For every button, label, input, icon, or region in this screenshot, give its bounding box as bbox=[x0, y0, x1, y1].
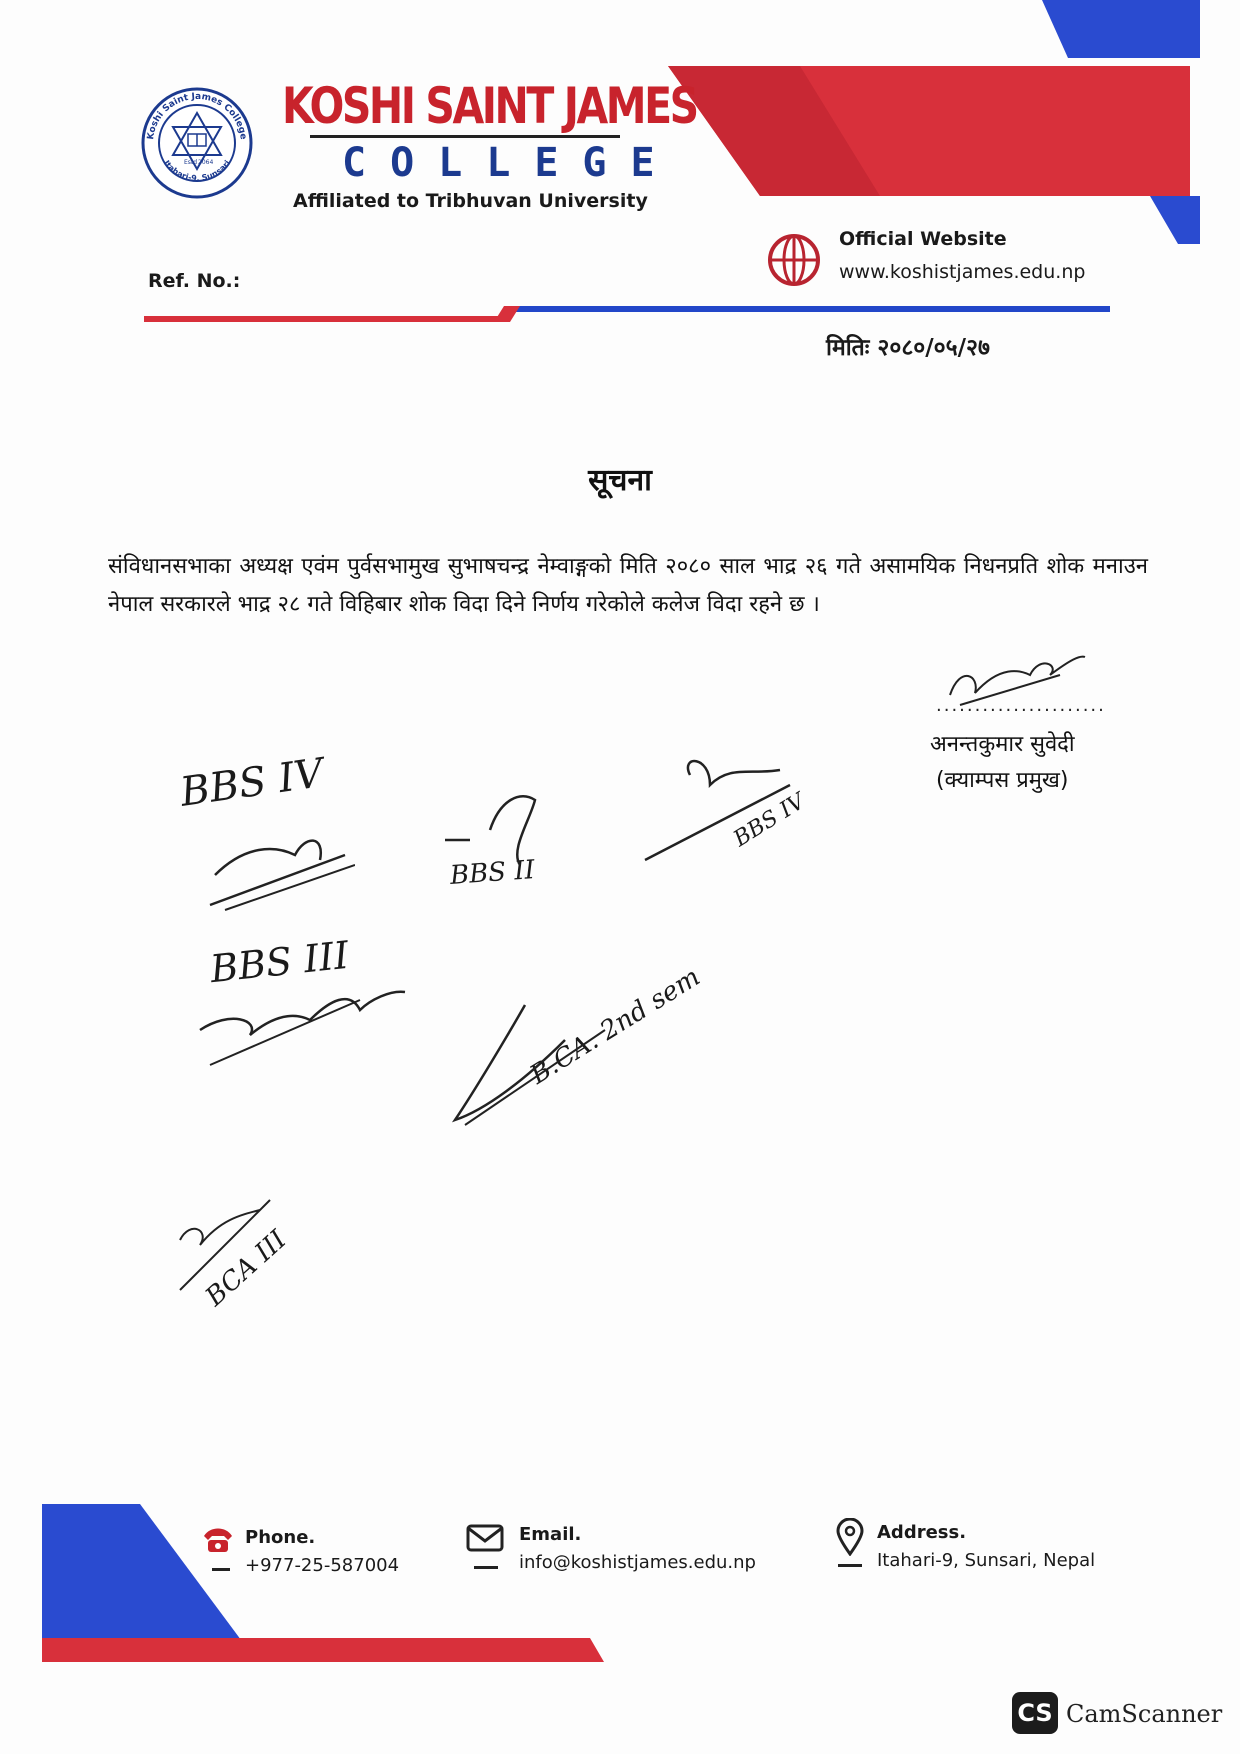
telephone-icon bbox=[200, 1524, 236, 1556]
camscanner-watermark: CamScanner bbox=[1066, 1700, 1223, 1728]
handwritten-signature bbox=[190, 980, 410, 1070]
college-name-underline bbox=[310, 135, 620, 139]
handwritten-note: BCA III bbox=[200, 1224, 293, 1313]
ref-number-label: Ref. No.: bbox=[148, 270, 241, 292]
college-subtitle: COLLEGE bbox=[342, 140, 679, 186]
college-name: KOSHI SAINT JAMES bbox=[282, 77, 697, 135]
address-value: Itahari-9, Sunsari, Nepal bbox=[877, 1550, 1096, 1571]
handwritten-signature bbox=[445, 1000, 615, 1130]
notice-body: संविधानसभाका अध्यक्ष एवंम पुर्वसभामुख सुभाषचन्द्र नेम्वाङ्गको मिति २०८० साल भाद्र २६ गते असामयिक निधनप्रति शोक मनाउन नेपाल सरकारले भाद्र २८ गते विहिबार शोक विदा दिने निर्णय गरेकोले कलेज विदा रहने छ । bbox=[108, 554, 1148, 617]
handwritten-note: BBS IV bbox=[177, 750, 327, 816]
header-blue-stripe bbox=[1150, 196, 1200, 244]
globe-icon bbox=[766, 232, 822, 288]
handwritten-signature bbox=[170, 1190, 280, 1300]
website-url: www.koshistjames.edu.np bbox=[839, 261, 1086, 283]
header-blue-band bbox=[1042, 0, 1200, 58]
handwritten-note: B.CA. 2nd sem bbox=[525, 962, 706, 1091]
phone-label: Phone. bbox=[245, 1527, 316, 1548]
signatory-name: अनन्तकुमार सुवेदी bbox=[930, 732, 1075, 757]
website-label: Official Website bbox=[839, 228, 1007, 250]
affiliation-text: Affiliated to Tribhuvan University bbox=[293, 190, 648, 212]
header-divider-red bbox=[144, 316, 504, 322]
logo-ring-top: Koshi Saint James College bbox=[146, 91, 248, 141]
phone-value: +977-25-587004 bbox=[245, 1555, 400, 1576]
envelope-icon bbox=[466, 1524, 504, 1552]
email-label: Email. bbox=[519, 1524, 582, 1545]
signature-line: ...................... bbox=[936, 695, 1106, 716]
handwritten-signature bbox=[440, 790, 560, 870]
handwritten-signature bbox=[205, 815, 355, 915]
location-pin-icon bbox=[836, 1518, 864, 1556]
address-label: Address. bbox=[877, 1522, 967, 1543]
notice-date: मितिः २०८०/०५/२७ bbox=[826, 335, 990, 361]
handwritten-signature bbox=[640, 755, 820, 865]
handwritten-note: BBS III bbox=[208, 932, 351, 992]
logo-emblem bbox=[140, 86, 254, 200]
notice-title: सूचना bbox=[588, 463, 652, 498]
handwritten-note: BBS IV bbox=[729, 788, 810, 853]
camscanner-badge: CS bbox=[1012, 1692, 1058, 1734]
signatory-role: (क्याम्पस प्रमुख) bbox=[936, 768, 1069, 793]
logo-ring-bottom: Itahari-9, Sunsari bbox=[161, 158, 233, 183]
header-divider-blue bbox=[504, 306, 1110, 312]
email-value: info@koshistjames.edu.np bbox=[519, 1552, 756, 1573]
logo-estd: Estd bbox=[184, 159, 198, 166]
handwritten-note: BBS II bbox=[449, 855, 536, 891]
logo-year: 2064 bbox=[198, 159, 214, 166]
